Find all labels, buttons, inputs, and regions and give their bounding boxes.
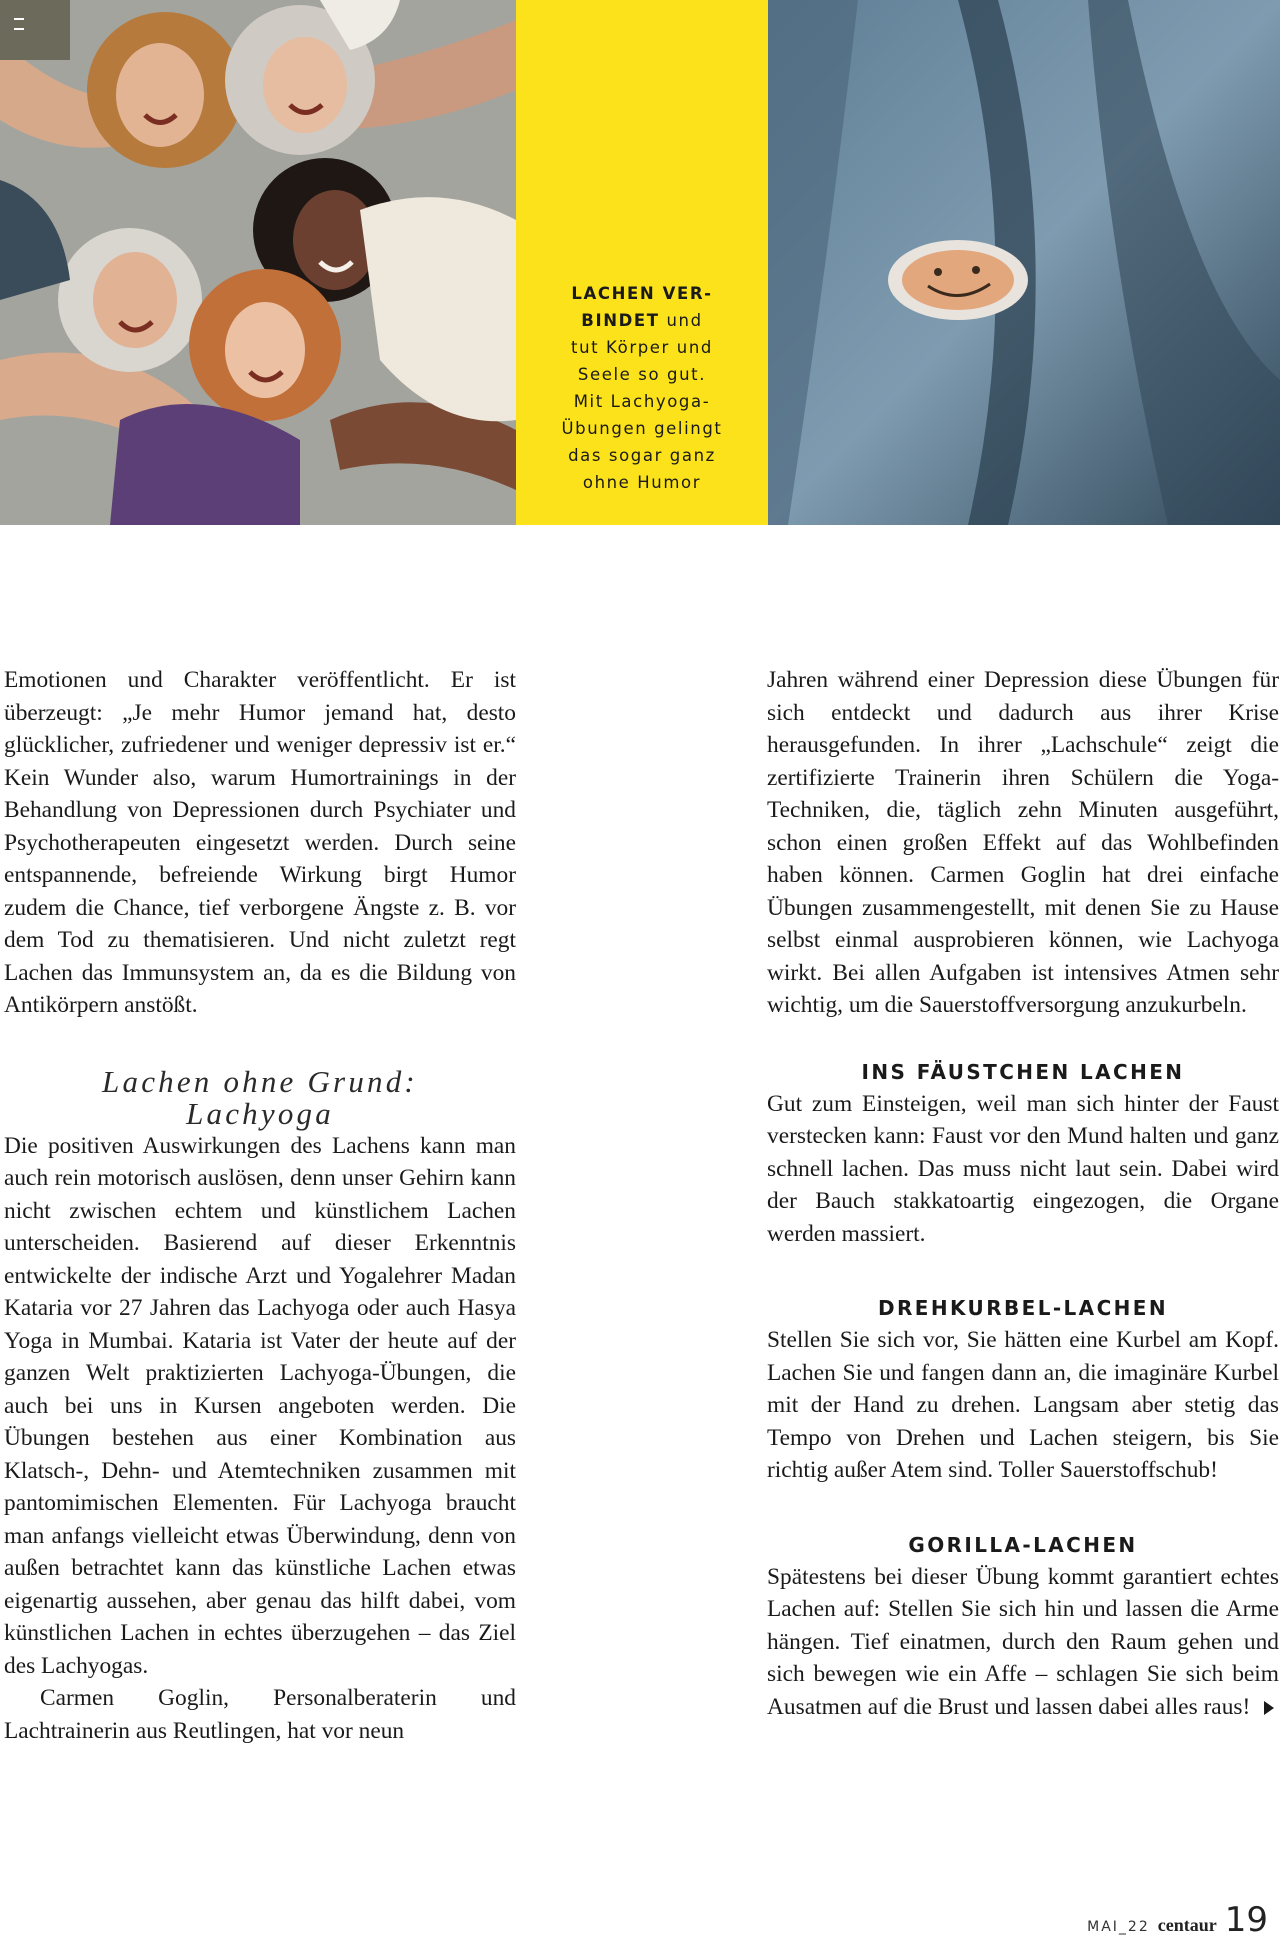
caption-line: Übungen gelingt <box>561 419 723 438</box>
caption-box <box>516 0 768 525</box>
body-paragraph: Carmen Goglin, Personalberaterin und Lachtrainerin aus Reutlingen, hat vor neun <box>4 1685 516 1744</box>
image-band <box>0 0 1280 525</box>
photo-jeans-smiley <box>768 0 1280 525</box>
menu-icon <box>14 18 24 30</box>
spacer <box>767 1250 1279 1292</box>
spacer <box>767 1022 1279 1056</box>
jeans-illustration <box>768 0 1280 525</box>
caption-line: ohne Humor <box>582 473 702 492</box>
caption-strong-line: LACHEN VER- <box>571 284 713 303</box>
exercise-text-content: Spätestens bei dieser Übung kommt garantiert echtes Lachen auf: Stellen Sie sich hin und lassen die Arme hängen. Tief einatmen, durch den Raum gehen und sich bewegen wie ein Affe – schlagen Sie sich beim Ausatmen auf die Brust und lassen dabei alles raus! <box>767 1563 1279 1720</box>
caption-line: tut Körper und <box>571 338 713 357</box>
page-number: 19 <box>1224 1900 1268 1940</box>
magazine-brand: centaur <box>1157 1915 1217 1935</box>
caption-line: Seele so gut. <box>577 365 707 384</box>
body-paragraph: Jahren während einer Depression diese Übungen für sich entdeckt und dadurch aus ihrer Krise herausgefunden. In ihrer „Lachschule“ zeigt die zertifizierte Trainerin ihren Schülern die Yoga-Techniken, die, täglich zehn Minuten ausgeführt, schon einen großen Effekt auf das Wohlbefinden haben können. Carmen Goglin hat drei einfache Übungen zusammengestellt, mit denen Sie zu Hause selbst einmal ausprobieren können, wie Lachyoga wirkt. Bei allen Aufgaben ist intensives Atmen sehr wichtig, um die Sauerstoffversorgung anzukurbeln. <box>767 667 1279 1018</box>
image-caption <box>516 280 768 496</box>
exercise-heading: DREHKURBEL-LACHEN <box>878 1296 1168 1320</box>
issue-label: MAI_22 <box>1087 1919 1150 1935</box>
caption-line: Mit Lachyoga- <box>573 392 711 411</box>
body-paragraph: Die positiven Auswirkungen des Lachens kann man auch rein motorisch auslösen, denn unser Gehirn kann nicht zwischen echtem und künstlichem Lachen unterscheiden. Basierend auf dieser Erkenntnis entwickelte der indische Arzt und Yogalehrer Madan Kataria vor 27 Jahren das Lachyoga oder auch Hasya Yoga in Mumbai. Kataria ist Vater der heute auf der ganzen Welt praktizierten Lachyoga-Übungen, die auch bei uns in Kursen angeboten werden. Die Übungen bestehen aus einer Kombination aus Klatsch-, Dehn- und Atemtechniken zusammen mit pantomimischen Elementen. Für Lachyoga braucht man anfangs vielleicht etwas Überwindung, denn von außen betrachtet kann das künstliche Lachen etwas eigenartig aussehen, aber genau das hilft dabei, vom künstlichen Lachen in echtes überzugehen – das Ziel des Lachyogas. <box>4 1132 516 1679</box>
article-column-right <box>767 664 1279 1723</box>
exercise-text <box>767 1561 1279 1724</box>
subheading-line: Lachyoga <box>186 1095 334 1131</box>
section-subheading <box>4 1063 516 1131</box>
photo-laughing-women <box>0 0 516 525</box>
caption-line <box>516 307 768 334</box>
page-footer <box>1087 1900 1268 1940</box>
body-paragraph: Emotionen und Charakter veröffentlicht. Er ist überzeugt: „Je mehr Humor jemand hat, desto glücklicher, zufriedener und weniger depressiv ist er.“ Kein Wunder also, warum Humortrainings in der Behandlung von Depressionen durch Psychiater und Psychotherapeuten eingesetzt werden. Durch seine entspannende, befreiende Wirkung birgt Humor zudem die Chance, tief verborgene Ängste z. B. vor dem Tod zu thematisieren. Und nicht zuletzt regt Lachen das Immunsystem an, da es die Bildung von Antikörpern anstößt. <box>4 667 516 1018</box>
caption-line: das sogar ganz <box>568 446 716 465</box>
laughing-women-illustration <box>0 0 516 525</box>
continue-arrow-icon <box>1264 1701 1274 1715</box>
exercise-heading: GORILLA-LACHEN <box>908 1532 1138 1557</box>
article-column-left <box>4 664 516 1747</box>
caption-tail: und <box>659 311 703 330</box>
caption-strong-line: BINDET <box>581 311 660 330</box>
subheading-line: Lachen ohne Grund: <box>102 1063 418 1099</box>
exercise-heading: INS FÄUSTCHEN LACHEN <box>861 1059 1185 1084</box>
exercise-text: Gut zum Einsteigen, weil man sich hinter der Faust verstecken kann: Faust vor den Mund halten und ganz schnell lachen. Das muss nicht laut sein. Dabei wird der Bauch stakkatoartig eingezogen, die Organe werden massiert. <box>767 1090 1279 1247</box>
exercise-text: Stellen Sie sich vor, Sie hätten eine Kurbel am Kopf. Lachen Sie und fangen dann an, die imaginäre Kurbel mit der Hand zu drehen. Langsam aber stetig das Tempo von Drehen und Lachen steigern, bis Sie richtig außer Atem sind. Toller Sauerstoffschub! <box>767 1327 1279 1483</box>
spacer <box>767 1487 1279 1529</box>
